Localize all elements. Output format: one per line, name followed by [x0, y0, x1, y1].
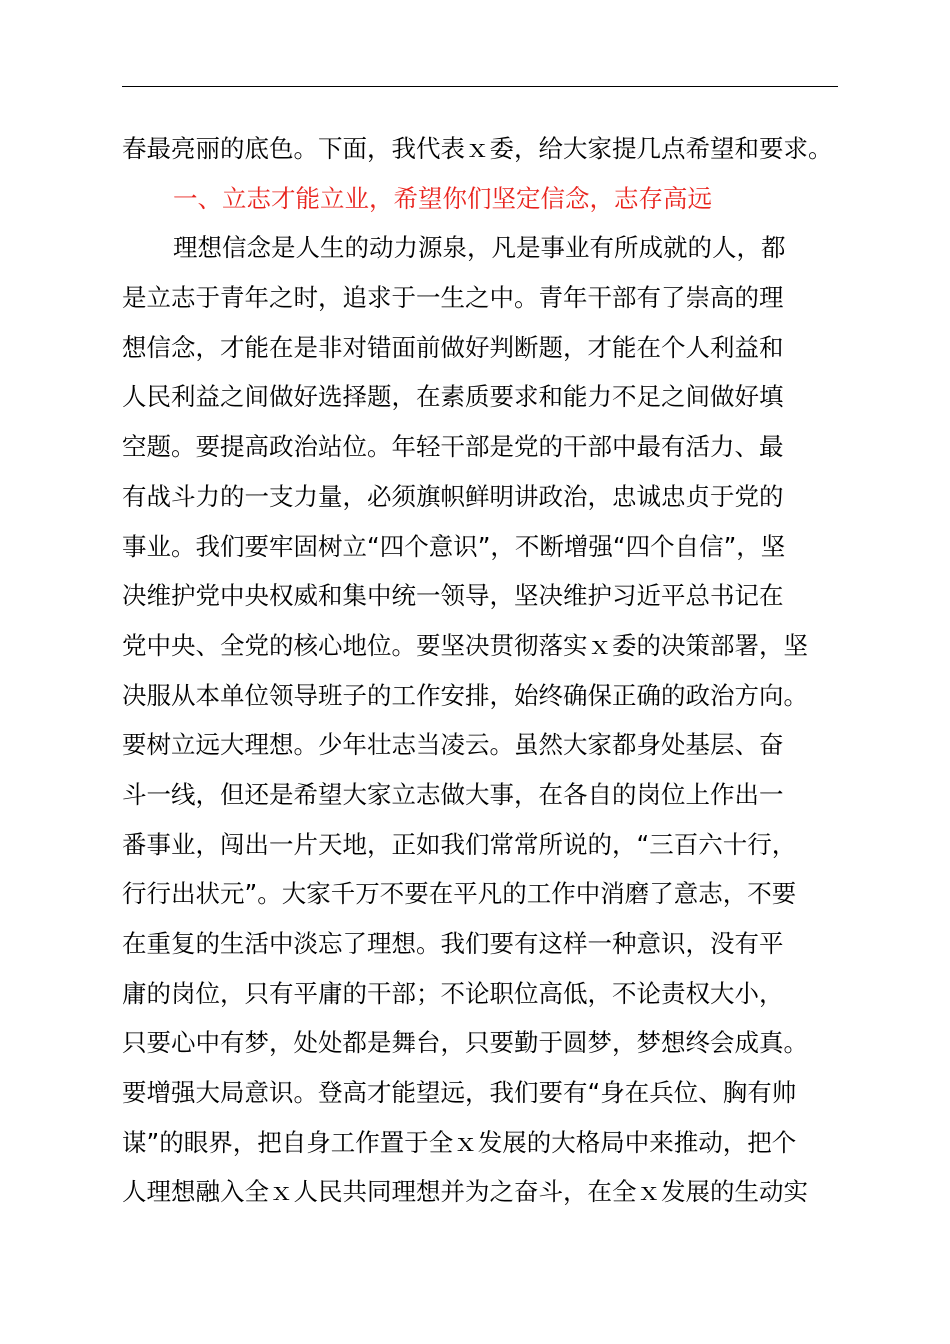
text-line: 斗一线，但还是希望大家立志做大事，在各自的岗位上作出一	[122, 779, 784, 809]
text-line: 空题。要提高政治站位。年轻干部是党的干部中最有活力、最	[122, 432, 784, 462]
text-line: 行行出状元”。大家千万不要在平凡的工作中消磨了意志，不要	[122, 879, 797, 909]
text-line: 是立志于青年之时，追求于一生之中。青年干部有了崇高的理	[122, 283, 784, 313]
text-line: 决维护党中央权威和集中统一领导，坚决维护习近平总书记在	[122, 581, 784, 611]
text-line: 人民利益之间做好选择题，在素质要求和能力不足之间做好填	[122, 382, 784, 412]
text-line: 决服从本单位领导班子的工作安排，始终确保正确的政治方向。	[122, 680, 808, 710]
text-line: 在重复的生活中淡忘了理想。我们要有这样一种意识，没有平	[122, 929, 784, 958]
text-line: 只要心中有梦，处处都是舞台，只要勤于圆梦，梦想终会成真。	[122, 1028, 808, 1058]
header-rule	[122, 86, 838, 87]
text-line: 庸的岗位，只有平庸的干部；不论职位高低，不论责权大小，	[122, 978, 784, 1008]
section-heading: 一、立志才能立业，希望你们坚定信念，志存高远	[173, 183, 712, 213]
text-line: 事业。我们要牢固树立“四个意识”，不断增强“四个自信”，坚	[122, 531, 786, 561]
text-line: 春最亮丽的底色。下面，我代表ｘ委，给大家提几点希望和要求。	[122, 134, 833, 163]
text-line: 番事业，闯出一片天地，正如我们常常所说的，“三百六十行，	[122, 829, 797, 859]
text-line: 要树立远大理想。少年壮志当凌云。虽然大家都身处基层、奋	[122, 730, 784, 760]
text-line: 谋”的眼界，把自身工作置于全ｘ发展的大格局中来推动，把个	[122, 1127, 797, 1157]
paragraph-first-line: 理想信念是人生的动力源泉，凡是事业有所成就的人，都	[173, 233, 786, 263]
text-line: 有战斗力的一支力量，必须旗帜鲜明讲政治，忠诚忠贞于党的	[122, 481, 784, 511]
text-line: 想信念，才能在是非对错面前做好判断题，才能在个人利益和	[122, 332, 784, 362]
document-body	[122, 124, 862, 1217]
text-line: 要增强大局意识。登高才能望远，我们要有“身在兵位、胸有帅	[122, 1078, 797, 1108]
text-line: 人理想融入全ｘ人民共同理想并为之奋斗，在全ｘ发展的生动实	[122, 1177, 808, 1207]
text-line: 党中央、全党的核心地位。要坚决贯彻落实ｘ委的决策部署，坚	[122, 630, 808, 660]
